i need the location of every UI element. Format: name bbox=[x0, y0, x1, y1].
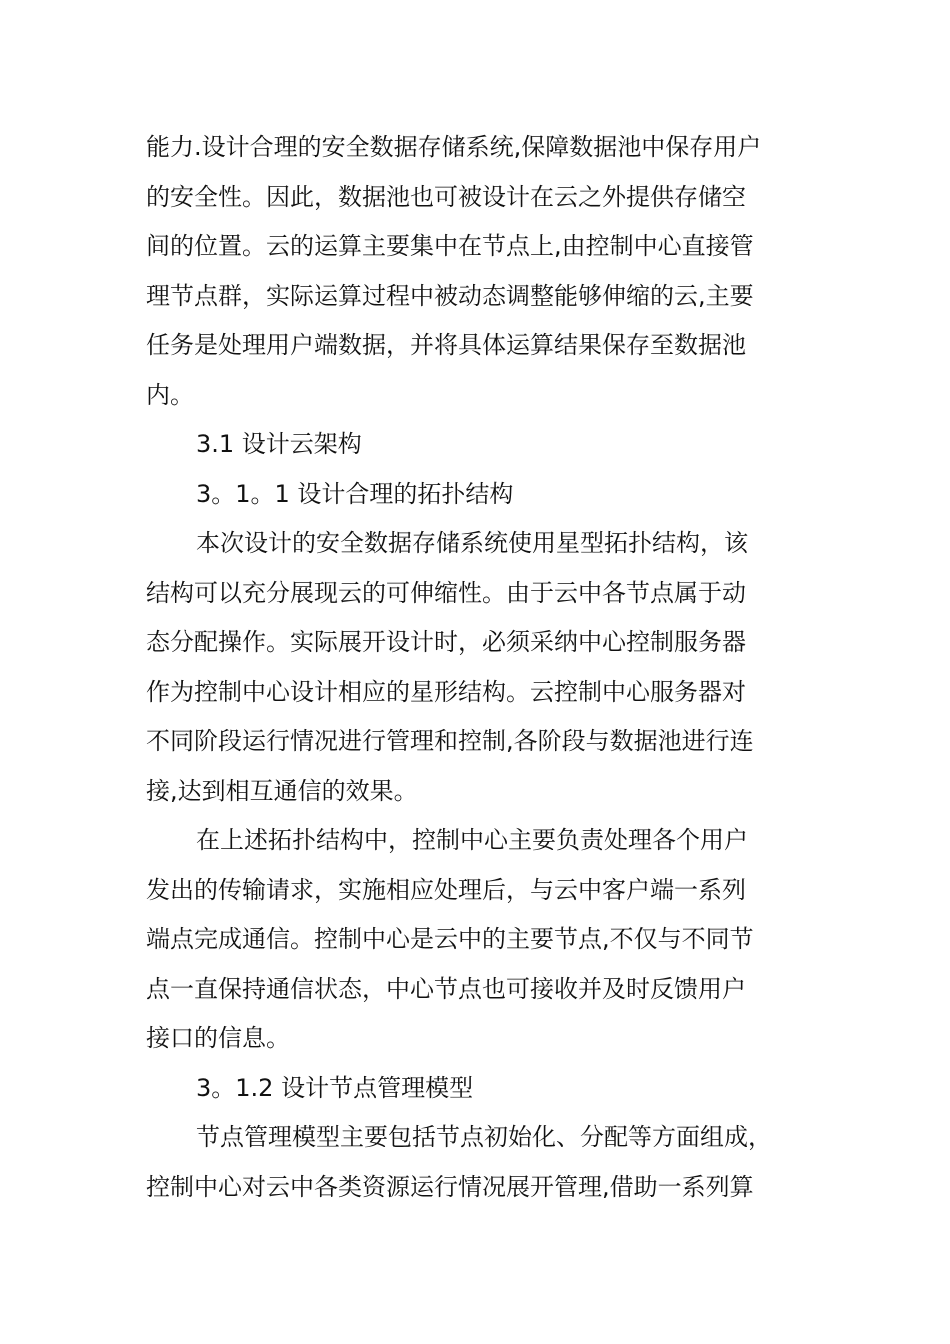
paragraph-node-model bbox=[146, 1113, 806, 1212]
text-line: 控制中心对云中各类资源运行情况展开管理,借助一系列算 bbox=[146, 1172, 754, 1201]
text-line: 发出的传输请求，实施相应处理后，与云中客户端一系列 bbox=[146, 875, 746, 904]
text-line: 作为控制中心设计相应的星形结构。云控制中心服务器对 bbox=[146, 677, 746, 706]
text-line: 的安全性。因此，数据池也可被设计在云之外提供存储空 bbox=[146, 182, 746, 211]
heading-text: 3.1 设计云架构 bbox=[196, 430, 362, 458]
text-line: 接口的信息。 bbox=[146, 1024, 290, 1052]
text-line: 态分配操作。实际展开设计时，必须采纳中心控制服务器 bbox=[146, 628, 746, 656]
text-line: 接,达到相互通信的效果。 bbox=[146, 776, 418, 805]
heading-text: 3。1.2 设计节点管理模型 bbox=[196, 1073, 474, 1102]
text-line: 端点完成通信。控制中心是云中的主要节点,不仅与不同节 bbox=[146, 925, 754, 953]
text-line: 结构可以充分展现云的可伸缩性。由于云中各节点属于动 bbox=[146, 578, 746, 607]
text-line: 能力.设计合理的安全数据存储系统,保障数据池中保存用户 bbox=[146, 133, 762, 161]
heading-text: 3。1。1 设计合理的拓扑结构 bbox=[196, 479, 514, 508]
text-line: 内。 bbox=[146, 380, 194, 409]
paragraph-intro bbox=[146, 123, 806, 420]
paragraph-control-center bbox=[146, 816, 806, 1064]
document-body bbox=[146, 123, 806, 1212]
text-line: 在上述拓扑结构中，控制中心主要负责处理各个用户 bbox=[196, 826, 748, 854]
paragraph-topology bbox=[146, 519, 806, 816]
text-line: 任务是处理用户端数据，并将具体运算结果保存至数据池 bbox=[146, 331, 746, 359]
section-heading-3-1-1 bbox=[146, 470, 806, 520]
section-heading-3-1-2 bbox=[146, 1064, 806, 1114]
text-line: 理节点群，实际运算过程中被动态调整能够伸缩的云,主要 bbox=[146, 281, 754, 310]
text-line: 点一直保持通信状态，中心节点也可接收并及时反馈用户 bbox=[146, 974, 746, 1003]
text-line: 本次设计的安全数据存储系统使用星型拓扑结构，该 bbox=[196, 529, 748, 557]
section-heading-3-1 bbox=[146, 420, 806, 470]
text-line: 节点管理模型主要包括节点初始化、分配等方面组成， bbox=[196, 1123, 772, 1151]
text-line: 间的位置。云的运算主要集中在节点上,由控制中心直接管 bbox=[146, 232, 754, 260]
text-line: 不同阶段运行情况进行管理和控制,各阶段与数据池进行连 bbox=[146, 727, 754, 755]
